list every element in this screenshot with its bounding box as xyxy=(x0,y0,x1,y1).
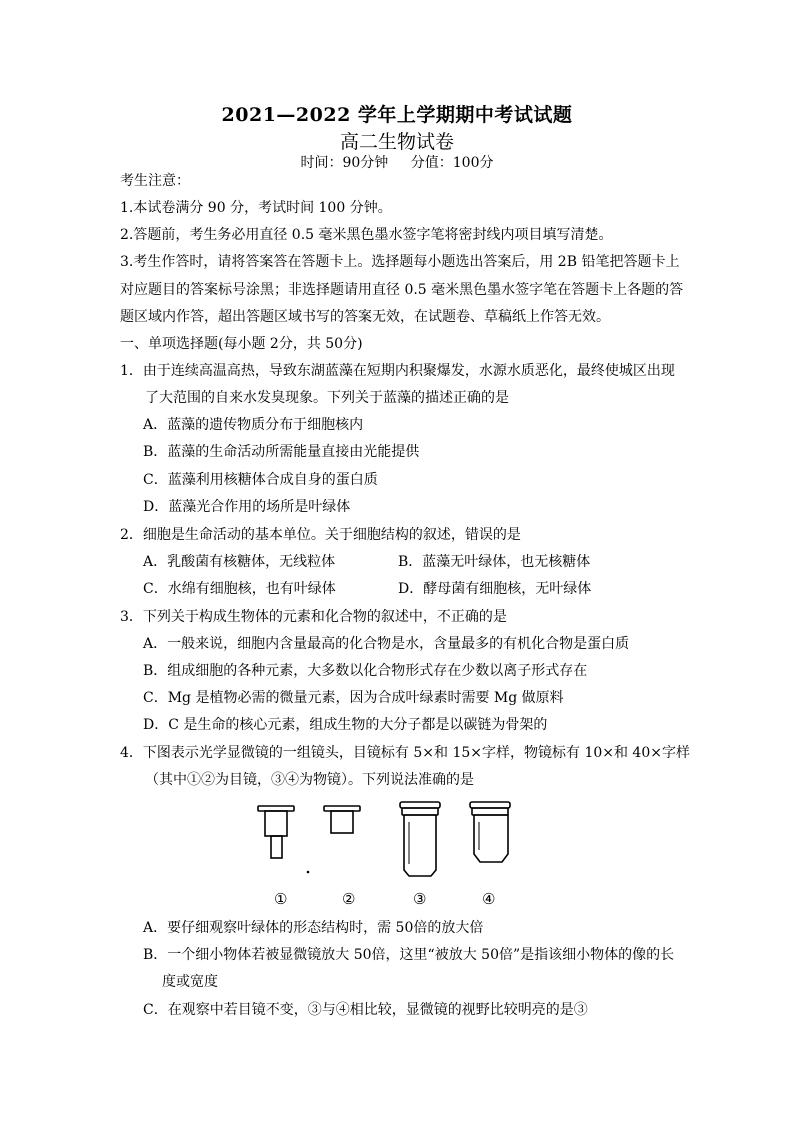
q3-option-c: C．Mg 是植物必需的微量元素，因为合成叶绿素时需要 Mg 做原料 xyxy=(143,690,564,706)
q1-stem-line-1: 1．由于连续高温高热，导致东湖蓝藻在短期内积聚爆发，水源水质恶化，最终使城区出现 xyxy=(120,363,675,379)
lens-label-4: ④ xyxy=(482,890,496,908)
q1-option-c: C．蓝藻利用核糖体合成自身的蛋白质 xyxy=(143,472,378,488)
exam-time: 时间：90分钟 xyxy=(300,155,389,171)
q4-option-b-line-2: 度或宽度 xyxy=(162,974,218,990)
q3-option-b: B．组成细胞的各种元素，大多数以化合物形式存在少数以离子形式存在 xyxy=(143,663,588,679)
exam-title: 2021—2022 学年上学期期中考试试题 xyxy=(221,104,573,126)
q2-option-b: B．蓝藻无叶绿体，也无核糖体 xyxy=(398,554,591,570)
notice-item-3-line-3: 题区域内作答，超出答题区域书写的答案无效，在试题卷、草稿纸上作答无效。 xyxy=(120,309,610,325)
notice-heading: 考生注意： xyxy=(120,173,190,189)
q4-option-a: A．要仔细观察叶绿体的形态结构时，需 50倍的放大倍 xyxy=(143,920,484,936)
q2-option-d: D．酵母菌有细胞核，无叶绿体 xyxy=(398,581,592,597)
notice-item-3-line-2: 对应题目的答案标号涂黑；非选择题请用直径 0.5 毫米黑色墨水签字笔在答题卡上各题的答 xyxy=(120,282,684,298)
q3-option-a: A．一般来说，细胞内含量最高的化合物是水，含量最多的有机化合物是蛋白质 xyxy=(143,636,630,652)
section-heading: 一、单项选择题(每小题 2分，共 50分) xyxy=(120,336,363,352)
notice-item-1: 1.本试卷满分 90 分，考试时间 100 分钟。 xyxy=(120,200,392,216)
objective-lens-3 xyxy=(400,802,440,876)
q4-stem-line-2: （其中①②为目镜，③④为物镜）。下列说法准确的是 xyxy=(145,772,474,788)
q3-stem: 3．下列关于构成生物体的元素和化合物的叙述中，不正确的是 xyxy=(120,609,507,625)
q2-option-a: A．乳酸菌有核糖体，无线粒体 xyxy=(143,554,336,570)
q1-option-b: B．蓝藻的生命活动所需能量直接由光能提供 xyxy=(143,444,420,460)
exam-score: 分值：100分 xyxy=(410,155,494,171)
objective-lens-4 xyxy=(470,802,510,862)
q4-option-b-line-1: B．一个细小物体若被显微镜放大 50倍，这里“被放大 50倍”是指该细小物体的像的长 xyxy=(143,947,675,963)
q2-stem: 2．细胞是生命活动的基本单位。关于细胞结构的叙述，错误的是 xyxy=(120,527,521,543)
q4-option-c: C．在观察中若目镜不变，③与④相比较，显微镜的视野比较明亮的是③ xyxy=(143,1002,588,1018)
notice-item-3-line-1: 3.考生作答时，请将答案答在答题卡上。选择题每小题选出答案后，用 2B 铅笔把答题卡上 xyxy=(120,254,680,270)
lens-label-3: ③ xyxy=(413,890,427,908)
q3-option-d: D．C 是生命的核心元素，组成生物的大分子都是以碳链为骨架的 xyxy=(143,717,548,733)
q1-option-a: A．蓝藻的遗传物质分布于细胞核内 xyxy=(143,417,364,433)
stray-dot xyxy=(307,871,310,874)
q1-stem-line-2: 了大范围的自来水发臭现象。下列关于蓝藻的描述正确的是 xyxy=(145,390,509,406)
time-score-line xyxy=(0,152,794,172)
exam-subtitle: 高二生物试卷 xyxy=(339,131,454,153)
q4-stem-line-1: 4．下图表示光学显微镜的一组镜头，目镜标有 5×和 15×字样，物镜标有 10×和 40×字样 xyxy=(120,745,690,761)
notice-item-2: 2.答题前，考生务必用直径 0.5 毫米黑色墨水签字笔将密封线内项目填写清楚。 xyxy=(120,227,613,243)
lens-label-2: ② xyxy=(342,890,356,908)
lens-label-1: ① xyxy=(274,890,288,908)
q2-option-c: C．水绵有细胞核，也有叶绿体 xyxy=(143,581,336,597)
eyepiece-lens-1 xyxy=(258,806,294,858)
q1-option-d: D．蓝藻光合作用的场所是叶绿体 xyxy=(143,499,351,515)
eyepiece-lens-2 xyxy=(324,806,360,833)
